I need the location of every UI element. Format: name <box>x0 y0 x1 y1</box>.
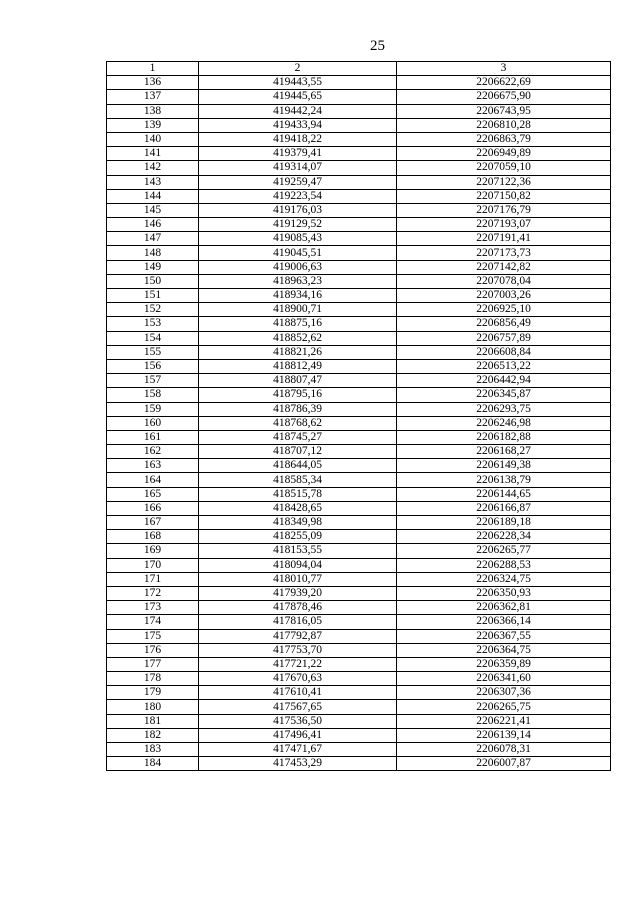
point-number-cell: 157 <box>107 374 199 388</box>
table-row <box>107 345 611 359</box>
point-number-cell: 165 <box>107 487 199 501</box>
y-coordinate-cell: 2206513,22 <box>397 359 611 373</box>
table-row <box>107 728 611 742</box>
column-header-3: 3 <box>397 62 611 76</box>
x-coordinate-cell: 419445,65 <box>199 90 397 104</box>
point-number-cell: 161 <box>107 430 199 444</box>
x-coordinate-cell: 419443,55 <box>199 76 397 90</box>
column-header-1: 1 <box>107 62 199 76</box>
table-row <box>107 473 611 487</box>
table-row <box>107 430 611 444</box>
point-number-cell: 174 <box>107 615 199 629</box>
x-coordinate-cell: 417816,05 <box>199 615 397 629</box>
y-coordinate-cell: 2206925,10 <box>397 303 611 317</box>
table-row <box>107 657 611 671</box>
y-coordinate-cell: 2206288,53 <box>397 558 611 572</box>
point-number-cell: 173 <box>107 601 199 615</box>
table-row <box>107 586 611 600</box>
table-row <box>107 90 611 104</box>
y-coordinate-cell: 2206324,75 <box>397 572 611 586</box>
y-coordinate-cell: 2206810,28 <box>397 118 611 132</box>
y-coordinate-cell: 2206949,89 <box>397 147 611 161</box>
x-coordinate-cell: 418094,04 <box>199 558 397 572</box>
x-coordinate-cell: 418153,55 <box>199 544 397 558</box>
table-row <box>107 459 611 473</box>
x-coordinate-cell: 418852,62 <box>199 331 397 345</box>
point-number-cell: 179 <box>107 686 199 700</box>
point-number-cell: 138 <box>107 104 199 118</box>
point-number-cell: 178 <box>107 672 199 686</box>
table-row <box>107 445 611 459</box>
table-row <box>107 274 611 288</box>
column-header-2: 2 <box>199 62 397 76</box>
y-coordinate-cell: 2206182,88 <box>397 430 611 444</box>
table-body <box>107 76 611 771</box>
x-coordinate-cell: 418875,16 <box>199 317 397 331</box>
y-coordinate-cell: 2206228,34 <box>397 530 611 544</box>
y-coordinate-cell: 2207122,36 <box>397 175 611 189</box>
table-row <box>107 246 611 260</box>
table-row <box>107 700 611 714</box>
y-coordinate-cell: 2207003,26 <box>397 289 611 303</box>
y-coordinate-cell: 2207078,04 <box>397 274 611 288</box>
x-coordinate-cell: 419176,03 <box>199 203 397 217</box>
x-coordinate-cell: 418349,98 <box>199 516 397 530</box>
y-coordinate-cell: 2206345,87 <box>397 388 611 402</box>
point-number-cell: 176 <box>107 643 199 657</box>
table-row <box>107 757 611 771</box>
x-coordinate-cell: 418812,49 <box>199 359 397 373</box>
y-coordinate-cell: 2206675,90 <box>397 90 611 104</box>
y-coordinate-cell: 2206149,38 <box>397 459 611 473</box>
x-coordinate-cell: 418707,12 <box>199 445 397 459</box>
table-row <box>107 76 611 90</box>
x-coordinate-cell: 419433,94 <box>199 118 397 132</box>
x-coordinate-cell: 419259,47 <box>199 175 397 189</box>
y-coordinate-cell: 2207142,82 <box>397 260 611 274</box>
point-number-cell: 172 <box>107 586 199 600</box>
x-coordinate-cell: 418010,77 <box>199 572 397 586</box>
table-row <box>107 416 611 430</box>
point-number-cell: 145 <box>107 203 199 217</box>
table-row <box>107 714 611 728</box>
x-coordinate-cell: 418644,05 <box>199 459 397 473</box>
point-number-cell: 143 <box>107 175 199 189</box>
x-coordinate-cell: 418934,16 <box>199 289 397 303</box>
point-number-cell: 154 <box>107 331 199 345</box>
point-number-cell: 170 <box>107 558 199 572</box>
y-coordinate-cell: 2206359,89 <box>397 657 611 671</box>
point-number-cell: 171 <box>107 572 199 586</box>
point-number-cell: 169 <box>107 544 199 558</box>
x-coordinate-cell: 419129,52 <box>199 218 397 232</box>
y-coordinate-cell: 2206856,49 <box>397 317 611 331</box>
y-coordinate-cell: 2206608,84 <box>397 345 611 359</box>
point-number-cell: 155 <box>107 345 199 359</box>
y-coordinate-cell: 2206265,77 <box>397 544 611 558</box>
y-coordinate-cell: 2206442,94 <box>397 374 611 388</box>
point-number-cell: 182 <box>107 728 199 742</box>
x-coordinate-cell: 419085,43 <box>199 232 397 246</box>
table-row <box>107 516 611 530</box>
y-coordinate-cell: 2206341,60 <box>397 672 611 686</box>
table-row <box>107 218 611 232</box>
y-coordinate-cell: 2206144,65 <box>397 487 611 501</box>
point-number-cell: 164 <box>107 473 199 487</box>
point-number-cell: 181 <box>107 714 199 728</box>
y-coordinate-cell: 2206364,75 <box>397 643 611 657</box>
point-number-cell: 153 <box>107 317 199 331</box>
y-coordinate-cell: 2207150,82 <box>397 189 611 203</box>
point-number-cell: 156 <box>107 359 199 373</box>
y-coordinate-cell: 2206189,18 <box>397 516 611 530</box>
y-coordinate-cell: 2206221,41 <box>397 714 611 728</box>
table-row <box>107 615 611 629</box>
y-coordinate-cell: 2206078,31 <box>397 743 611 757</box>
table-row <box>107 629 611 643</box>
point-number-cell: 160 <box>107 416 199 430</box>
x-coordinate-cell: 419006,63 <box>199 260 397 274</box>
point-number-cell: 162 <box>107 445 199 459</box>
point-number-cell: 163 <box>107 459 199 473</box>
table-row <box>107 544 611 558</box>
table-row <box>107 686 611 700</box>
table-row <box>107 388 611 402</box>
table-row <box>107 317 611 331</box>
x-coordinate-cell: 417471,67 <box>199 743 397 757</box>
x-coordinate-cell: 418900,71 <box>199 303 397 317</box>
table-row <box>107 487 611 501</box>
table-row <box>107 501 611 515</box>
y-coordinate-cell: 2206366,14 <box>397 615 611 629</box>
x-coordinate-cell: 418255,09 <box>199 530 397 544</box>
y-coordinate-cell: 2206246,98 <box>397 416 611 430</box>
point-number-cell: 166 <box>107 501 199 515</box>
table-row <box>107 147 611 161</box>
y-coordinate-cell: 2206166,87 <box>397 501 611 515</box>
point-number-cell: 146 <box>107 218 199 232</box>
x-coordinate-cell: 418585,34 <box>199 473 397 487</box>
x-coordinate-cell: 417792,87 <box>199 629 397 643</box>
point-number-cell: 158 <box>107 388 199 402</box>
point-number-cell: 139 <box>107 118 199 132</box>
x-coordinate-cell: 417453,29 <box>199 757 397 771</box>
table-row <box>107 331 611 345</box>
table-row <box>107 260 611 274</box>
table-row <box>107 601 611 615</box>
x-coordinate-cell: 418515,78 <box>199 487 397 501</box>
y-coordinate-cell: 2206007,87 <box>397 757 611 771</box>
point-number-cell: 142 <box>107 161 199 175</box>
point-number-cell: 149 <box>107 260 199 274</box>
point-number-cell: 140 <box>107 132 199 146</box>
table-row <box>107 161 611 175</box>
x-coordinate-cell: 418428,65 <box>199 501 397 515</box>
table-row <box>107 359 611 373</box>
point-number-cell: 150 <box>107 274 199 288</box>
table-row <box>107 289 611 303</box>
y-coordinate-cell: 2206168,27 <box>397 445 611 459</box>
y-coordinate-cell: 2206138,79 <box>397 473 611 487</box>
point-number-cell: 175 <box>107 629 199 643</box>
x-coordinate-cell: 418768,62 <box>199 416 397 430</box>
x-coordinate-cell: 418795,16 <box>199 388 397 402</box>
point-number-cell: 152 <box>107 303 199 317</box>
table-row <box>107 672 611 686</box>
table-row <box>107 175 611 189</box>
point-number-cell: 144 <box>107 189 199 203</box>
table-row <box>107 530 611 544</box>
point-number-cell: 159 <box>107 402 199 416</box>
x-coordinate-cell: 419045,51 <box>199 246 397 260</box>
point-number-cell: 141 <box>107 147 199 161</box>
y-coordinate-cell: 2206293,75 <box>397 402 611 416</box>
y-coordinate-cell: 2206350,93 <box>397 586 611 600</box>
y-coordinate-cell: 2206139,14 <box>397 728 611 742</box>
table-row <box>107 189 611 203</box>
table-header-row <box>107 62 611 76</box>
point-number-cell: 184 <box>107 757 199 771</box>
point-number-cell: 183 <box>107 743 199 757</box>
page-number: 25 <box>370 38 385 54</box>
x-coordinate-cell: 417567,65 <box>199 700 397 714</box>
y-coordinate-cell: 2206367,55 <box>397 629 611 643</box>
x-coordinate-cell: 419223,54 <box>199 189 397 203</box>
table-row <box>107 643 611 657</box>
table-row <box>107 558 611 572</box>
table-row <box>107 303 611 317</box>
y-coordinate-cell: 2206307,36 <box>397 686 611 700</box>
y-coordinate-cell: 2206757,89 <box>397 331 611 345</box>
table-row <box>107 572 611 586</box>
y-coordinate-cell: 2207193,07 <box>397 218 611 232</box>
table-row <box>107 402 611 416</box>
x-coordinate-cell: 417721,22 <box>199 657 397 671</box>
x-coordinate-cell: 417939,20 <box>199 586 397 600</box>
x-coordinate-cell: 419314,07 <box>199 161 397 175</box>
x-coordinate-cell: 417536,50 <box>199 714 397 728</box>
y-coordinate-cell: 2206362,81 <box>397 601 611 615</box>
y-coordinate-cell: 2206863,79 <box>397 132 611 146</box>
x-coordinate-cell: 417610,41 <box>199 686 397 700</box>
table-row <box>107 104 611 118</box>
point-number-cell: 168 <box>107 530 199 544</box>
y-coordinate-cell: 2206622,69 <box>397 76 611 90</box>
table-row <box>107 203 611 217</box>
point-number-cell: 148 <box>107 246 199 260</box>
coordinates-table <box>106 61 611 771</box>
x-coordinate-cell: 418963,23 <box>199 274 397 288</box>
table-row <box>107 232 611 246</box>
table-row <box>107 743 611 757</box>
y-coordinate-cell: 2207191,41 <box>397 232 611 246</box>
x-coordinate-cell: 417753,70 <box>199 643 397 657</box>
point-number-cell: 167 <box>107 516 199 530</box>
point-number-cell: 151 <box>107 289 199 303</box>
x-coordinate-cell: 417670,63 <box>199 672 397 686</box>
x-coordinate-cell: 419379,41 <box>199 147 397 161</box>
point-number-cell: 136 <box>107 76 199 90</box>
x-coordinate-cell: 418821,26 <box>199 345 397 359</box>
y-coordinate-cell: 2206265,75 <box>397 700 611 714</box>
x-coordinate-cell: 418807,47 <box>199 374 397 388</box>
x-coordinate-cell: 418745,27 <box>199 430 397 444</box>
y-coordinate-cell: 2206743,95 <box>397 104 611 118</box>
point-number-cell: 180 <box>107 700 199 714</box>
table-row <box>107 132 611 146</box>
x-coordinate-cell: 417496,41 <box>199 728 397 742</box>
x-coordinate-cell: 417878,46 <box>199 601 397 615</box>
point-number-cell: 137 <box>107 90 199 104</box>
table-row <box>107 118 611 132</box>
x-coordinate-cell: 419442,24 <box>199 104 397 118</box>
point-number-cell: 147 <box>107 232 199 246</box>
point-number-cell: 177 <box>107 657 199 671</box>
y-coordinate-cell: 2207173,73 <box>397 246 611 260</box>
x-coordinate-cell: 418786,39 <box>199 402 397 416</box>
table-row <box>107 374 611 388</box>
y-coordinate-cell: 2207059,10 <box>397 161 611 175</box>
x-coordinate-cell: 419418,22 <box>199 132 397 146</box>
y-coordinate-cell: 2207176,79 <box>397 203 611 217</box>
